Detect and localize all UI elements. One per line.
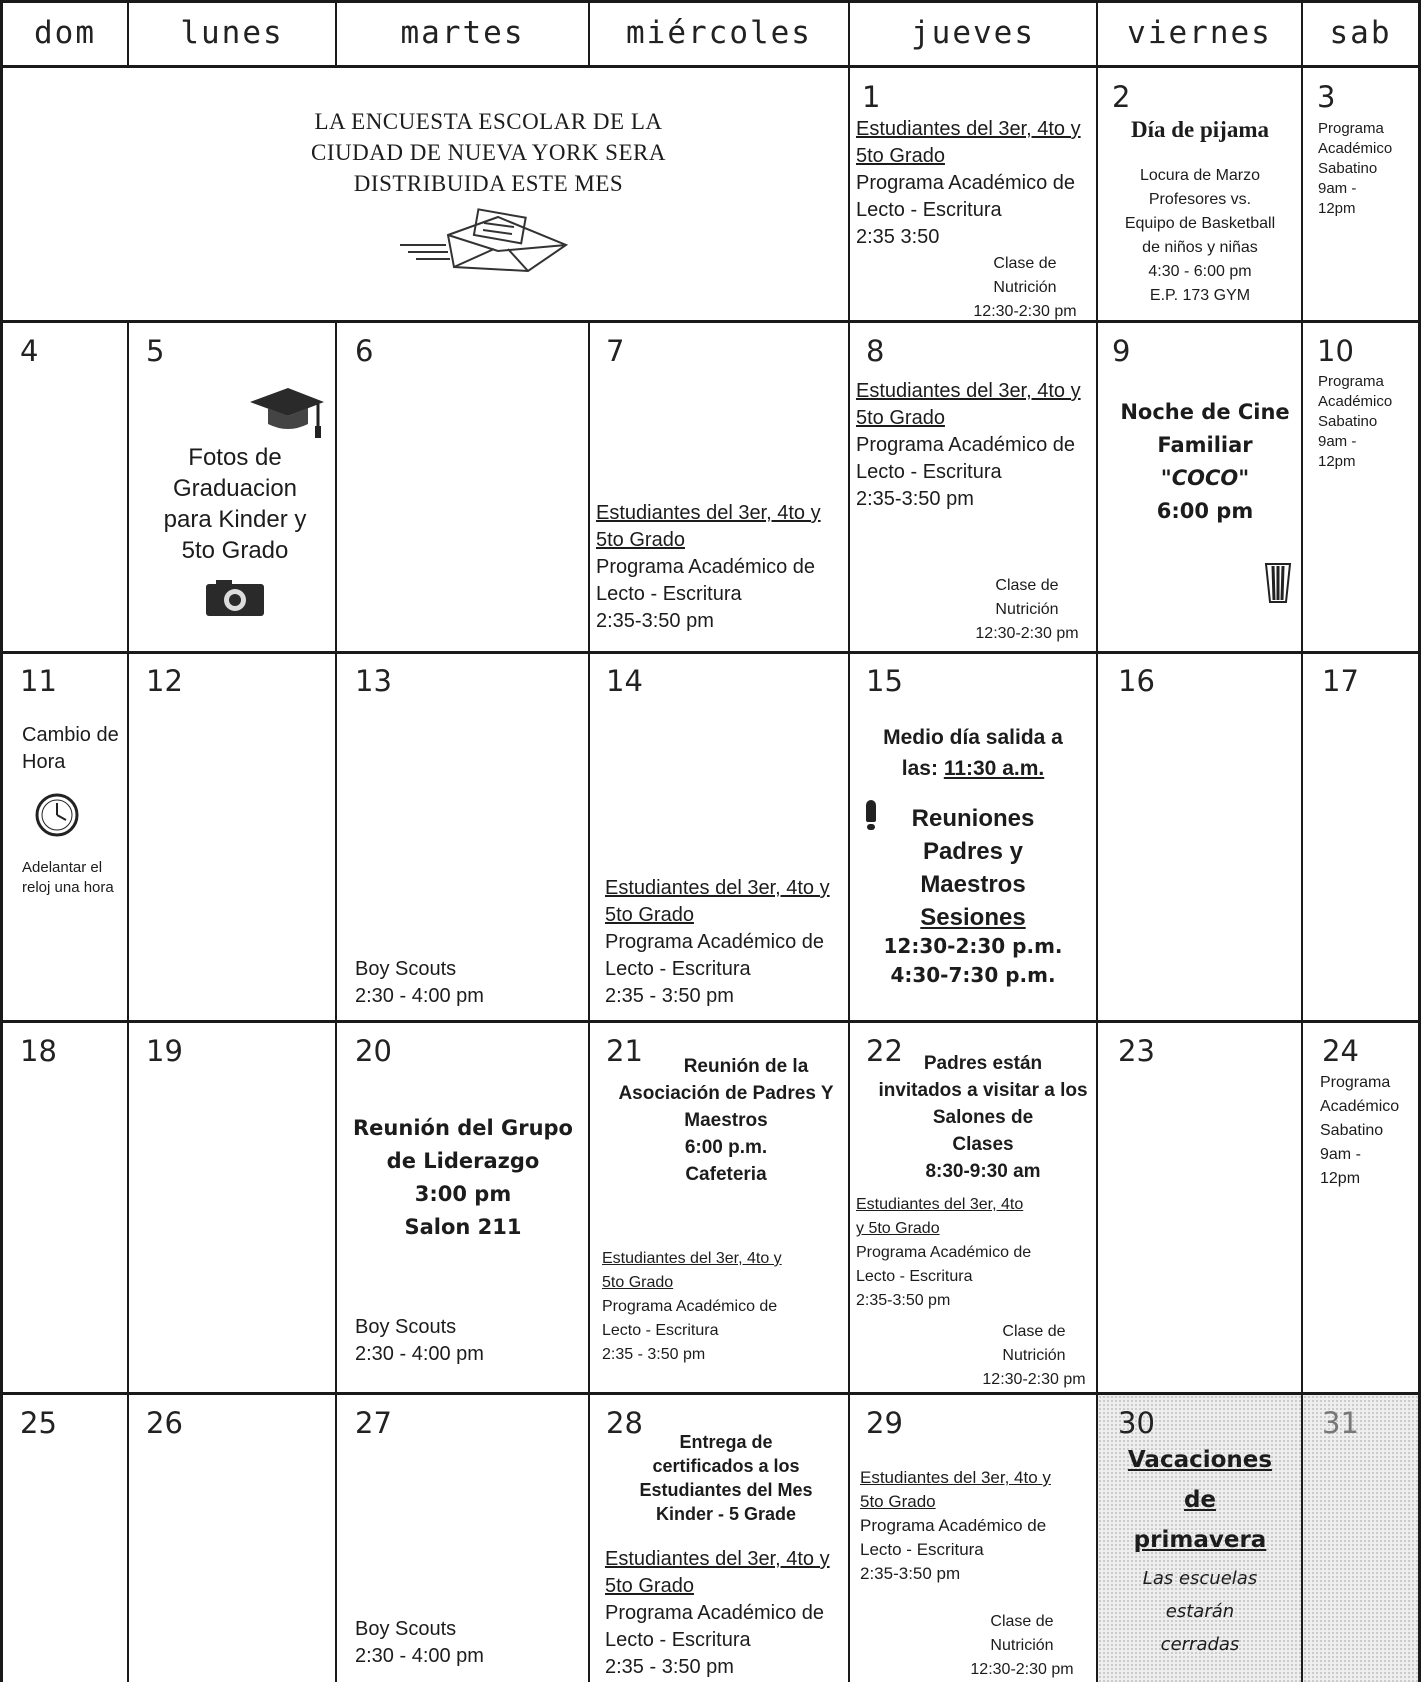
event-line: Salones de	[932, 1107, 1034, 1128]
event-line: Cambio de	[22, 724, 119, 746]
event-line: Graduacion	[172, 475, 298, 502]
survey-line: DISTRIBUIDA ESTE MES	[353, 171, 624, 196]
event-line: 2:35-3:50 pm	[860, 1564, 961, 1583]
event-line: Programa Académico de	[605, 931, 825, 953]
event-line: 2:35 3:50	[856, 226, 940, 248]
survey-line: CIUDAD DE NUEVA YORK SERA	[311, 140, 666, 165]
event-line: Profesores vs.	[1148, 191, 1252, 208]
grid-line	[848, 0, 850, 1682]
event-line: 2:30 - 4:00 pm	[355, 1645, 484, 1667]
event-line: Padres y	[922, 838, 1024, 865]
event-line: 2:35 - 3:50 pm	[605, 1656, 734, 1678]
event-line: E.P. 173 GYM	[1149, 287, 1251, 304]
event-line: 2:35-3:50 pm	[596, 610, 714, 632]
event-line: Programa Académico de	[596, 556, 816, 578]
date-number: 14	[606, 664, 643, 698]
event-line: Kinder - 5 Grade	[655, 1504, 797, 1524]
event-text	[605, 875, 845, 1010]
event-title: Día de pijama	[1131, 117, 1269, 142]
event-line: Lecto - Escritura	[860, 1540, 984, 1559]
day-header-martes: martes	[400, 15, 525, 51]
event-line: Clases	[952, 1134, 1014, 1155]
date-number: 19	[146, 1034, 183, 1068]
event-line: primavera	[1133, 1527, 1267, 1553]
event-line: Programa Académico de	[856, 1244, 1032, 1261]
event-line: "COCO"	[1160, 466, 1250, 490]
event-line: 5to Grado	[856, 145, 945, 167]
popcorn-icon	[1264, 556, 1292, 604]
event-line: Estudiantes del 3er, 4to y	[860, 1468, 1051, 1487]
event-line: 5to Grado	[605, 1575, 694, 1597]
event-line: 5to Grado	[605, 904, 694, 926]
event-text	[355, 956, 575, 1010]
event-line: de niños y niñas	[1142, 239, 1258, 256]
event-text	[856, 116, 1091, 251]
nutrition-note	[972, 1320, 1096, 1392]
event-line: Lecto - Escritura	[605, 1629, 751, 1651]
event-line: 5to Grado	[856, 407, 945, 429]
event-text	[605, 1546, 845, 1681]
date-number: 18	[20, 1034, 57, 1068]
grid-line	[0, 320, 1421, 323]
event-line: Lecto - Escritura	[596, 583, 742, 605]
grid-line	[0, 0, 3, 1682]
event-line: Hora	[22, 751, 66, 773]
event-line: Noche de Cine	[1120, 400, 1290, 424]
event-text	[1320, 1071, 1418, 1191]
event-line: 12pm	[1320, 1170, 1361, 1187]
event-text	[856, 378, 1091, 513]
event-line: Lecto - Escritura	[856, 199, 1002, 221]
event-line: Clase de	[1002, 1323, 1066, 1340]
event-line: Estudiantes del 3er, 4to y	[856, 118, 1081, 140]
event-line: Nutrición	[990, 1637, 1054, 1654]
day-header-lunes: lunes	[180, 15, 284, 51]
date-number: 6	[355, 334, 374, 368]
event-line: 3:00 pm	[414, 1182, 512, 1206]
event-text	[606, 1053, 846, 1188]
event-line: Programa	[1320, 1074, 1391, 1091]
event-line: Académico	[1320, 1098, 1400, 1115]
event-text	[355, 1616, 575, 1670]
date-number: 1	[862, 80, 881, 114]
event-text	[1100, 1562, 1300, 1661]
event-line: 4:30 - 6:00 pm	[1148, 263, 1252, 280]
date-number: 20	[355, 1034, 392, 1068]
event-line: Fotos de	[188, 444, 282, 471]
event-line: y 5to Grado	[856, 1220, 940, 1237]
event-text	[140, 442, 330, 566]
event-line: Reunión del Grupo	[353, 1116, 573, 1140]
event-line: para Kinder y	[163, 506, 307, 533]
event-line: Lecto - Escritura	[605, 958, 751, 980]
event-line: 12:30-2:30 pm	[973, 303, 1077, 320]
event-line: Estudiantes del 3er, 4to y	[605, 1548, 830, 1570]
event-line: reloj una hora	[22, 879, 114, 896]
event-line: 5to Grado	[181, 537, 289, 564]
event-line: Nutrición	[993, 279, 1057, 296]
event-line: Sabatino	[1318, 413, 1378, 430]
event-line: de Liderazgo	[386, 1149, 540, 1173]
event-text	[602, 1247, 842, 1367]
event-line: Académico	[1318, 140, 1393, 157]
event-line: de	[1183, 1487, 1217, 1513]
event-line: Estudiantes del 3er, 4to y	[605, 877, 830, 899]
grid-line	[0, 651, 1421, 654]
event-line: Programa	[1318, 373, 1384, 390]
event-text	[355, 1314, 575, 1368]
day-header-dom: dom	[34, 15, 96, 51]
event-line: 2:35 - 3:50 pm	[602, 1346, 706, 1363]
event-line: Las escuelas	[1142, 1568, 1258, 1589]
event-line: Locura de Marzo	[1139, 167, 1261, 184]
event-text	[870, 1050, 1096, 1185]
grid-line	[127, 320, 129, 1682]
date-number: 16	[1118, 664, 1155, 698]
event-line: 5to Grado	[602, 1274, 674, 1291]
event-text	[1318, 119, 1416, 219]
nutrition-note	[962, 574, 1092, 646]
event-line: Clase de	[995, 577, 1059, 594]
event-line: Vacaciones	[1127, 1447, 1273, 1473]
survey-notice	[129, 106, 848, 199]
event-line: Programa Académico de	[602, 1298, 778, 1315]
grid-line	[0, 1020, 1421, 1023]
event-line: Programa Académico de	[856, 172, 1076, 194]
event-line: 5to Grado	[860, 1492, 936, 1511]
event-text	[1112, 396, 1298, 528]
event-line: 2:35-3:50 pm	[856, 488, 974, 510]
event-line-part: 11:30 a.m.	[943, 757, 1045, 780]
grid-line	[0, 65, 1421, 68]
event-line: Boy Scouts	[355, 1316, 457, 1338]
event-text	[1102, 164, 1298, 308]
event-line: Estudiantes del Mes	[639, 1480, 813, 1500]
event-line: Nutrición	[995, 601, 1059, 618]
event-line: invitados a visitar a los	[878, 1080, 1088, 1101]
event-line: 12:30-2:30 pm	[982, 1371, 1086, 1388]
date-number: 26	[146, 1406, 183, 1440]
day-header-miercoles: miércoles	[626, 15, 812, 51]
graduation-cap-icon	[246, 382, 326, 440]
date-number: 28	[606, 1406, 643, 1440]
event-line: 6:00 p.m.	[684, 1137, 768, 1158]
grid-line	[588, 320, 590, 1682]
date-number: 30	[1118, 1406, 1155, 1440]
event-line: Estudiantes del 3er, 4to	[856, 1196, 1024, 1213]
event-line: Cafeteria	[685, 1164, 767, 1185]
event-line: Clase de	[990, 1613, 1054, 1630]
event-text	[1100, 1440, 1300, 1560]
event-text	[22, 858, 126, 898]
date-number: 5	[146, 334, 165, 368]
event-line: Salon 211	[404, 1215, 522, 1239]
event-text	[852, 722, 1094, 784]
date-number: 27	[355, 1406, 392, 1440]
event-line: estarán	[1165, 1601, 1235, 1622]
event-line: Programa	[1318, 120, 1384, 137]
date-number: 11	[20, 664, 57, 698]
event-line: 9am -	[1320, 1146, 1361, 1163]
date-number: 2	[1112, 80, 1131, 114]
date-number: 29	[866, 1406, 903, 1440]
event-line: Sesiones	[920, 904, 1026, 931]
date-number: 17	[1322, 664, 1359, 698]
date-number: 13	[355, 664, 392, 698]
event-line: Estudiantes del 3er, 4to y	[856, 380, 1081, 402]
date-number: 3	[1317, 80, 1336, 114]
day-header-viernes: viernes	[1127, 15, 1272, 51]
event-line: Boy Scouts	[355, 1618, 457, 1640]
event-text	[606, 1430, 846, 1526]
event-line: 9am -	[1318, 433, 1357, 450]
event-text	[1318, 372, 1416, 472]
event-line: Maestros	[684, 1110, 768, 1131]
event-line: 5to Grado	[596, 529, 685, 551]
event-line: Programa Académico de	[860, 1516, 1047, 1535]
event-line: Medio día salida a	[883, 726, 1063, 749]
event-line: Boy Scouts	[355, 958, 457, 980]
event-line: Familiar	[1157, 433, 1253, 457]
grid-line	[335, 320, 337, 1682]
event-line: cerradas	[1160, 1634, 1240, 1655]
date-number: 8	[866, 334, 885, 368]
event-text	[860, 1466, 1092, 1586]
event-line: 2:35-3:50 pm	[856, 1292, 951, 1309]
event-line: 2:35 - 3:50 pm	[605, 985, 734, 1007]
date-number: 9	[1112, 334, 1131, 368]
event-line: 4:30-7:30 p.m.	[890, 963, 1056, 987]
event-line: certificados a los	[652, 1456, 800, 1476]
date-number: 24	[1322, 1034, 1359, 1068]
event-line: Reuniones	[911, 805, 1035, 832]
event-line: 9am -	[1318, 180, 1357, 197]
event-line: 6:00 pm	[1156, 499, 1254, 523]
event-line-part: las:	[901, 757, 944, 780]
event-line: 12:30-2:30 pm	[975, 625, 1079, 642]
event-line: Sabatino	[1320, 1122, 1384, 1139]
event-line: Padres están	[923, 1053, 1043, 1074]
event-text	[345, 1112, 581, 1244]
event-line: Académico	[1318, 393, 1393, 410]
date-number: 15	[866, 664, 903, 698]
event-text	[852, 932, 1094, 990]
event-line: Entrega de	[679, 1432, 773, 1452]
date-number: 12	[146, 664, 183, 698]
date-number: 21	[606, 1034, 643, 1068]
camera-icon	[204, 578, 266, 618]
date-number: 31	[1322, 1406, 1359, 1440]
event-line: Nutrición	[1002, 1347, 1066, 1364]
event-line: Lecto - Escritura	[856, 1268, 973, 1285]
event-text	[856, 1193, 1092, 1313]
event-line: Programa Académico de	[605, 1602, 825, 1624]
event-line: Clase de	[993, 255, 1057, 272]
event-line: Lecto - Escritura	[856, 461, 1002, 483]
event-line: Programa Académico de	[856, 434, 1076, 456]
event-line: Reunión de la	[683, 1056, 809, 1077]
event-line: 12:30-2:30 pm	[970, 1661, 1074, 1678]
date-number: 25	[20, 1406, 57, 1440]
date-number: 23	[1118, 1034, 1155, 1068]
survey-line: LA ENCUESTA ESCOLAR DE LA	[314, 109, 663, 134]
event-line: Sabatino	[1318, 160, 1378, 177]
envelope-icon	[398, 205, 570, 275]
event-line: Estudiantes del 3er, 4to y	[596, 502, 821, 524]
event-line: 2:30 - 4:00 pm	[355, 985, 484, 1007]
day-header-jueves: jueves	[911, 15, 1035, 51]
event-text	[852, 802, 1094, 934]
event-line	[852, 753, 1094, 784]
event-text	[596, 500, 846, 635]
date-number: 22	[866, 1034, 903, 1068]
event-line: Equipo de Basketball	[1124, 215, 1276, 232]
day-header-sab: sab	[1329, 15, 1392, 51]
date-number: 4	[20, 334, 39, 368]
event-line: Asociación de Padres Y	[618, 1083, 834, 1104]
shaded-cell-31	[1303, 1395, 1418, 1682]
event-line: Estudiantes del 3er, 4to y	[602, 1250, 782, 1267]
nutrition-note	[960, 252, 1090, 324]
nutrition-note	[960, 1610, 1084, 1682]
event-line: Adelantar el	[22, 859, 103, 876]
event-line: Lecto - Escritura	[602, 1322, 719, 1339]
event-line: 12pm	[1318, 200, 1356, 217]
event-line: 12:30-2:30 p.m.	[883, 934, 1063, 958]
event-line: 12pm	[1318, 453, 1356, 470]
event-line: 8:30-9:30 am	[925, 1161, 1041, 1182]
event-line: Maestros	[920, 871, 1026, 898]
event-line: 2:30 - 4:00 pm	[355, 1343, 484, 1365]
date-number: 10	[1317, 334, 1354, 368]
date-number: 7	[606, 334, 625, 368]
clock-icon	[34, 792, 80, 838]
event-text	[22, 722, 126, 776]
